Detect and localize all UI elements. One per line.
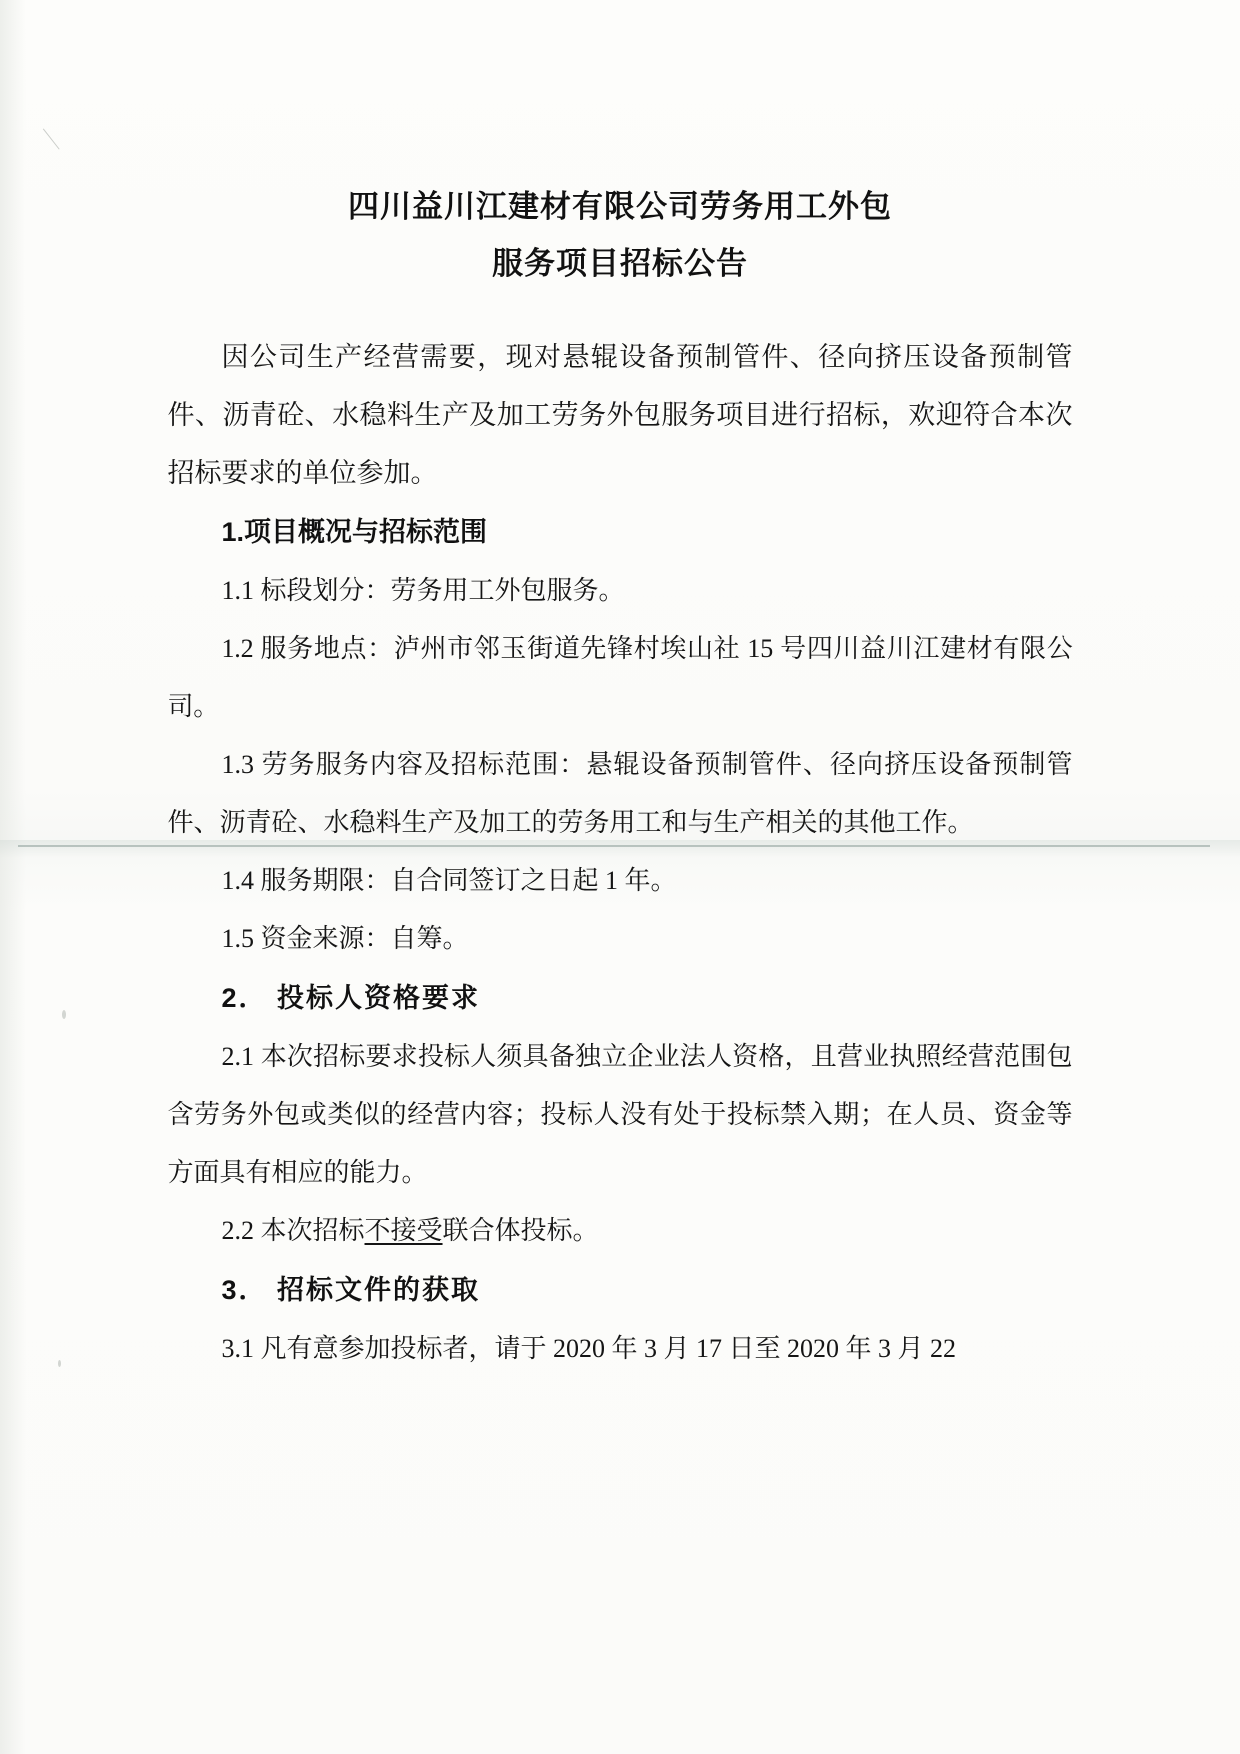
clause-1-2: 1.2 服务地点：泸州市邻玉街道先锋村埃山社 15 号四川益川江建材有限公司。: [167, 634, 1073, 721]
clause-2-2: [168, 1202, 1073, 1260]
clause-2-1: 2.1 本次招标要求投标人须具备独立企业法人资格，且营业执照经营范围包含劳务外包或类似的经营内容；投标人没有处于投标禁入期；在人员、资金等方面具有相应的能力。: [167, 1042, 1073, 1187]
clause-2-2-underlined-text: 不接受: [364, 1216, 443, 1245]
section-heading-3: 3． 招标文件的获取: [221, 1275, 481, 1305]
clause-2-2-suffix: 联合体投标。: [442, 1216, 599, 1245]
clause-1-5: 1.5 资金来源：自筹。: [221, 924, 469, 953]
clause-2-2-prefix: 2.2 本次招标: [221, 1216, 365, 1245]
clause-3-1: 3.1 凡有意参加投标者，请于 2020 年 3 月 17 日至 2020 年 3 月 22: [221, 1334, 957, 1363]
intro-paragraph: 因公司生产经营需要，现对悬辊设备预制管件、径向挤压设备预制管件、沥青砼、水稳料生产及加工劳务外包服务项目进行招标，欢迎符合本次招标要求的单位参加。: [167, 342, 1073, 488]
clause-1-1: 1.1 标段划分：劳务用工外包服务。: [221, 576, 625, 605]
clause-1-3: 1.3 劳务服务内容及招标范围：悬辊设备预制管件、径向挤压设备预制管件、沥青砼、水稳料生产及加工的劳务用工和与生产相关的其他工作。: [167, 750, 1073, 837]
section-heading-1: 1.项目概况与招标范围: [221, 517, 488, 547]
page-title: [220, 0, 1020, 292]
title-line-2: 服务项目招标公告: [492, 246, 748, 281]
clause-1-4: 1.4 服务期限：自合同签订之日起 1 年。: [221, 866, 677, 895]
document-content: [168, 292, 1073, 1378]
title-line-1: 四川益川江建材有限公司劳务用工外包: [348, 189, 892, 224]
section-heading-2: 2． 投标人资格要求: [221, 983, 481, 1013]
